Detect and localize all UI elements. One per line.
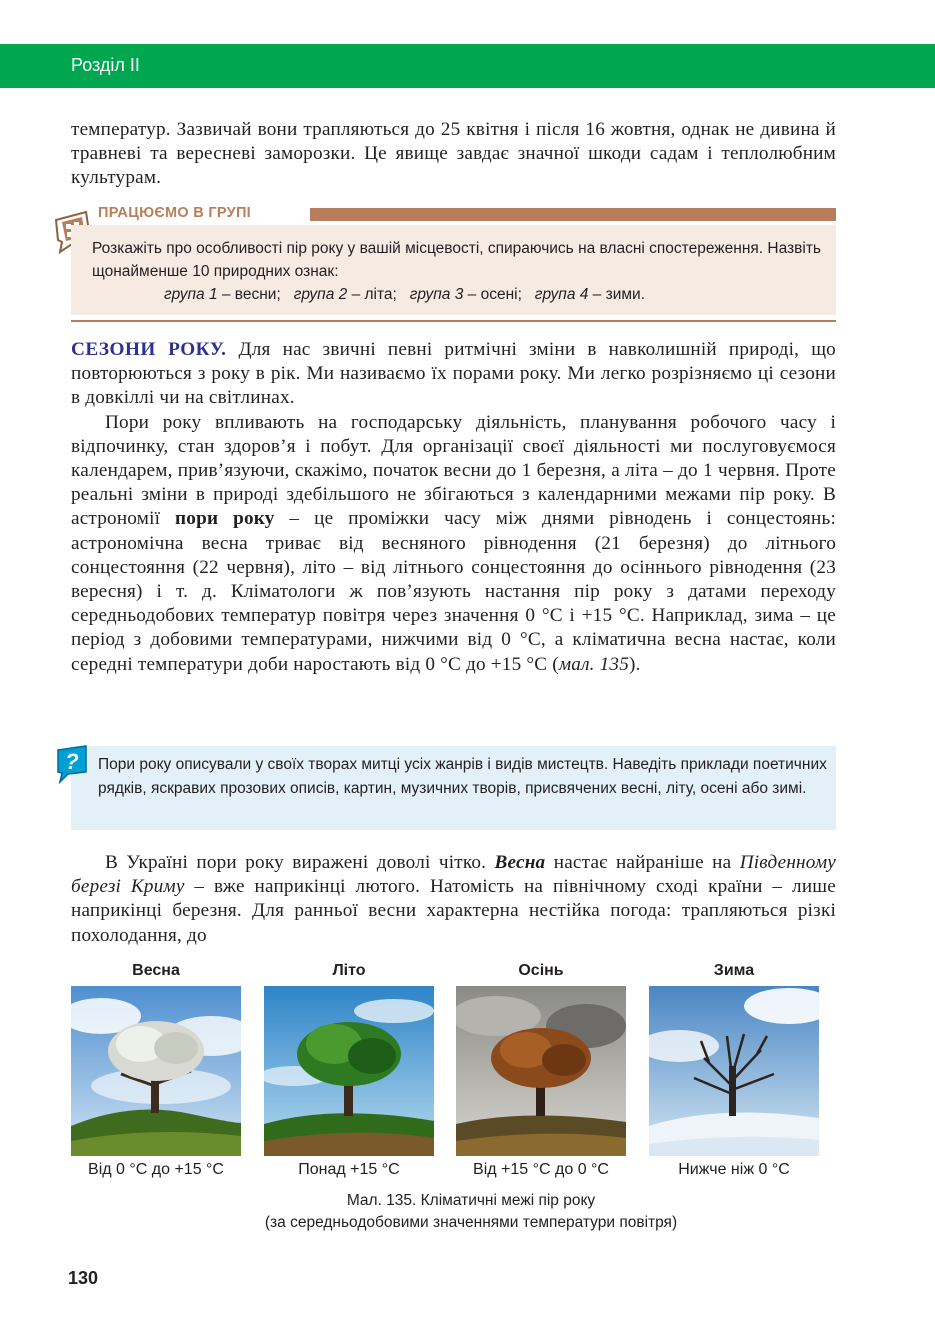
- svg-text:?: ?: [65, 749, 79, 774]
- group-4-label: група 4: [534, 286, 589, 303]
- group-1-label: група 1: [164, 286, 218, 303]
- ukraine-seasons-paragraph: [71, 851, 836, 948]
- season-autumn: [456, 960, 626, 1179]
- paragraph-text: температур. Зазвичай вони трапляються до 25 квітня і після 16 жовтня, однак не дивина й травневі та вересневі заморозки. Це явище завдає значної шкоди садам і теплолюбним культурам.: [71, 119, 836, 189]
- key-term: пори року: [175, 508, 275, 530]
- seasons-paragraph-2: [71, 411, 836, 677]
- group-3-value: – осені;: [463, 286, 535, 303]
- paragraph-text: ).: [629, 653, 641, 675]
- group-3-label: група 3: [409, 286, 464, 303]
- section-title: Розділ ІІ: [71, 55, 140, 75]
- seasons-intro: [71, 338, 836, 411]
- winter-tree-image: [649, 986, 819, 1156]
- figure-reference: мал. 135: [558, 653, 630, 675]
- paragraph-text: настає найраніше на: [545, 852, 740, 873]
- temperature-range: Понад +15 °С: [298, 1161, 400, 1178]
- group-2-value: – літа;: [347, 286, 410, 303]
- seasons-section: [71, 338, 836, 677]
- group-4-value: – зими.: [588, 286, 645, 303]
- figure-caption: [171, 1190, 771, 1234]
- season-name: Весна: [132, 962, 180, 979]
- summer-tree-image: [264, 986, 434, 1156]
- figure-caption-line1: Мал. 135. Кліматичні межі пір року: [346, 1192, 596, 1209]
- group-box-divider: [71, 320, 836, 322]
- season-summer: [264, 960, 434, 1179]
- seasons-intro-text: Для нас звичні певні ритмічні зміни в навколишній природі, що повторюються з року в рік. Ми називаємо їх порами року. Ми легко розрізняємо ці сезони в довкіллі чи на світлинах.: [71, 339, 836, 409]
- temperature-range: Від 0 °С до +15 °С: [88, 1161, 224, 1178]
- section-header-bar: [0, 44, 935, 88]
- autumn-tree-image: [456, 986, 626, 1156]
- season-winter: [649, 960, 819, 1179]
- place-name: Південному березі Криму: [71, 852, 836, 898]
- season-name: Осінь: [518, 962, 564, 979]
- section-heading: СЕЗОНИ РОКУ.: [71, 339, 227, 360]
- season-name: Зима: [713, 962, 755, 979]
- season-spring: [71, 960, 241, 1179]
- paragraph-text: – це проміжки часу між днями рівнодень і сонцестоянь: астрономічна весна триває від весняного рівнодення (21 березня) до літнього сонцестояння (22 червня), літо – від літнього сонцестояння до осіннього рівнодення (23 вересня) і т. д. Кліматологи ж пов’язують настання пір року з датами переходу середньодобових температур повітря через значення 0 °С і +15 °С. Наприклад, зима – це період з добовими температурами, нижчими від 0 °С, а кліматична весна настає, коли середні температури доби наростають від 0 °С до +15 °С (: [71, 508, 836, 675]
- page-number: 130: [68, 1268, 99, 1288]
- question-text: Пори року описували у своїх творах митці усіх жанрів і видів мистецтв. Наведіть приклади поетичних рядків, яскравих прозових описів, картин, музичних творів, присвячених весні, літу, осені або зимі.: [98, 756, 827, 797]
- temperature-range: Від +15 °С до 0 °С: [473, 1161, 609, 1178]
- group-2-label: група 2: [293, 286, 348, 303]
- group-1-value: – весни;: [217, 286, 294, 303]
- temperature-range: Нижче ніж 0 °С: [678, 1161, 790, 1178]
- spring-tree-image: [71, 986, 241, 1156]
- question-icon: [54, 744, 90, 784]
- group-work-text: [92, 237, 832, 306]
- group-work-title: ПРАЦЮЄМО В ГРУПІ: [98, 205, 252, 221]
- paragraph-text: Пори року впливають на господарську діяльність, планування робочого часу і відпочинку, стан здоров’я і побут. Для організації своєї діяльності ми послуговуємося календарем, прив’язуючи, скажімо, початок весни до 1 березня, а літа – до 1 червня. Проте реальні зміни в природі здебільшого не збігаються з календарними межами пір року. В астрономії: [71, 411, 836, 530]
- group-title-bar: [310, 208, 836, 221]
- intro-paragraph: [71, 118, 836, 191]
- paragraph-text: В Україні пори року виражені доволі чітко.: [105, 852, 495, 873]
- paragraph-text: [71, 851, 836, 948]
- group-work-instruction: Розкажіть про особливості пір року у вашій місцевості, спираючись на власні спостереження. Назвіть щонайменше 10 природних ознак:: [92, 240, 821, 280]
- key-term-spring: Весна: [494, 852, 546, 873]
- paragraph-text: – вже наприкінці лютого. Натомість на північному сході країни – лише наприкінці березня. Для ранньої весни характерна нестійка погода: трапляються різкі похолодання, до: [71, 876, 836, 946]
- figure-caption-line2: (за середньодобовими значеннями температури повітря): [264, 1214, 678, 1231]
- season-name: Літо: [332, 962, 366, 979]
- group-assignments: [92, 283, 832, 306]
